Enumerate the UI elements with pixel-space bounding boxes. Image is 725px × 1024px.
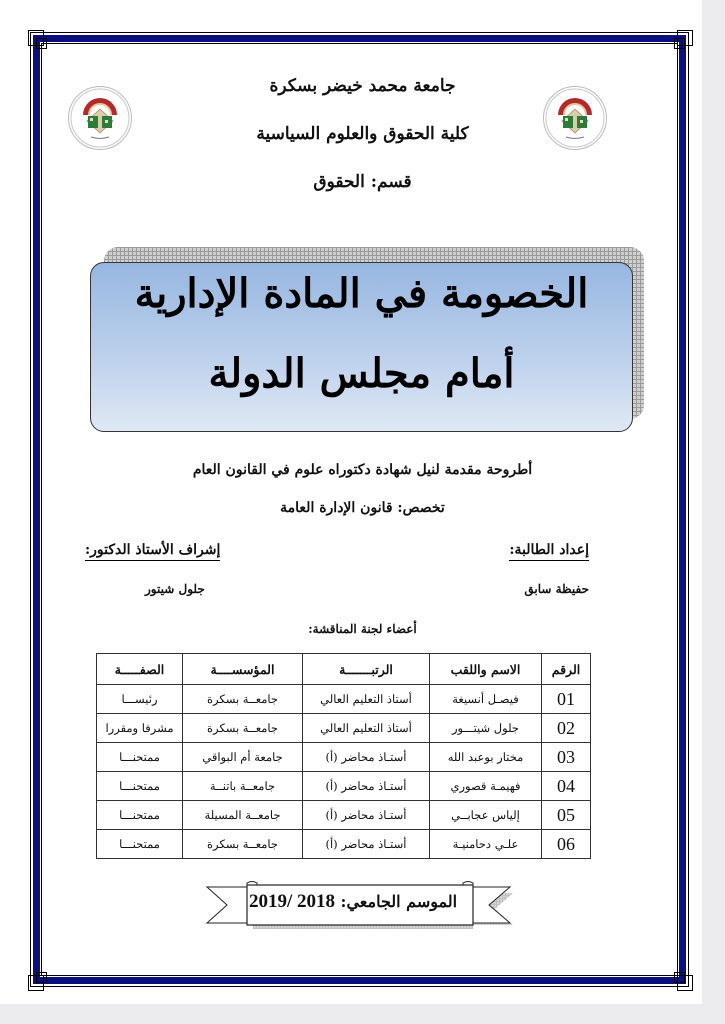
member-number: 06 (542, 830, 591, 859)
member-role: ممتحنـــا (97, 772, 183, 801)
column-header-role: الصفـــــة (97, 654, 183, 685)
member-name: علـي دحامنيـة (430, 830, 542, 859)
table-header-row (97, 654, 591, 685)
table-row (97, 772, 591, 801)
member-institution: جامعــة بسكرة (183, 714, 303, 743)
academic-year (248, 891, 458, 913)
member-number: 05 (542, 801, 591, 830)
thesis-specialty: تخصص: قانون الإدارة العامة (280, 500, 445, 516)
member-rank: أستـاذ محاضر (أ) (303, 801, 430, 830)
member-role: رئيســـا (97, 685, 183, 714)
academic-year-label: الموسم الجامعي: (340, 892, 458, 911)
border-corner-ornament (36, 38, 47, 49)
column-header-number: الرقم (542, 654, 591, 685)
member-role: ممتحنـــا (97, 743, 183, 772)
member-name: مختار بوعبد الله (430, 743, 542, 772)
table-row (97, 830, 591, 859)
prepared-by-label: إعداد الطالبة: (509, 542, 589, 561)
department-name: قسم: الحقوق (313, 172, 412, 192)
border-corner-ornament (36, 972, 47, 983)
border-corner-ornament (674, 38, 685, 49)
member-number: 04 (542, 772, 591, 801)
member-rank: أستاذ التعليم العالي (303, 685, 430, 714)
member-rank: أستـاذ محاضر (أ) (303, 772, 430, 801)
table-row (97, 801, 591, 830)
member-number: 01 (542, 685, 591, 714)
academic-year-value: 2018 /2019 (248, 891, 335, 912)
thesis-title-line-2: أمام مجلس الدولة (208, 350, 515, 397)
member-name: إلياس عجابــي (430, 801, 542, 830)
member-institution: جامعــة المسيلة (183, 801, 303, 830)
member-rank: أستـاذ محاضر (أ) (303, 830, 430, 859)
member-role: ممتحنـــا (97, 830, 183, 859)
committee-label: أعضاء لجنة المناقشة: (308, 622, 417, 636)
member-institution: جامعــة بسكرة (183, 685, 303, 714)
thesis-degree-statement: أطروحة مقدمة لنيل شهادة دكتوراه علوم في القانون العام (192, 462, 533, 478)
member-role: ممتحنـــا (97, 801, 183, 830)
border-corner-ornament (674, 972, 685, 983)
member-name: فهيمـة قصوري (430, 772, 542, 801)
faculty-name: كلية الحقوق والعلوم السياسية (256, 124, 469, 144)
committee-table (96, 653, 591, 859)
column-header-rank: الرتبـــــــة (303, 654, 430, 685)
student-name: حفيظة سابق (524, 582, 589, 596)
table-row (97, 714, 591, 743)
member-institution: جامعة أم البواقي (183, 743, 303, 772)
column-header-institution: المؤسســــة (183, 654, 303, 685)
member-role: مشرفا ومقررا (97, 714, 183, 743)
supervisor-name: جلول شيتور (145, 582, 205, 596)
member-institution: جامعــة باتنــة (183, 772, 303, 801)
member-rank: أستـاذ محاضر (أ) (303, 743, 430, 772)
member-number: 02 (542, 714, 591, 743)
member-institution: جامعــة بسكرة (183, 830, 303, 859)
member-name: جلول شيتـــور (430, 714, 542, 743)
thesis-title-line-1: الخصومة في المادة الإدارية (134, 270, 589, 317)
member-rank: أستاذ التعليم العالي (303, 714, 430, 743)
member-name: فيصـل أنسيغة (430, 685, 542, 714)
member-number: 03 (542, 743, 591, 772)
university-name: جامعة محمد خيضر بسكرة (269, 76, 456, 96)
supervisor-label: إشراف الأستاذ الدكتور: (85, 542, 220, 561)
table-row (97, 743, 591, 772)
column-header-name: الاسم واللقب (430, 654, 542, 685)
table-row (97, 685, 591, 714)
